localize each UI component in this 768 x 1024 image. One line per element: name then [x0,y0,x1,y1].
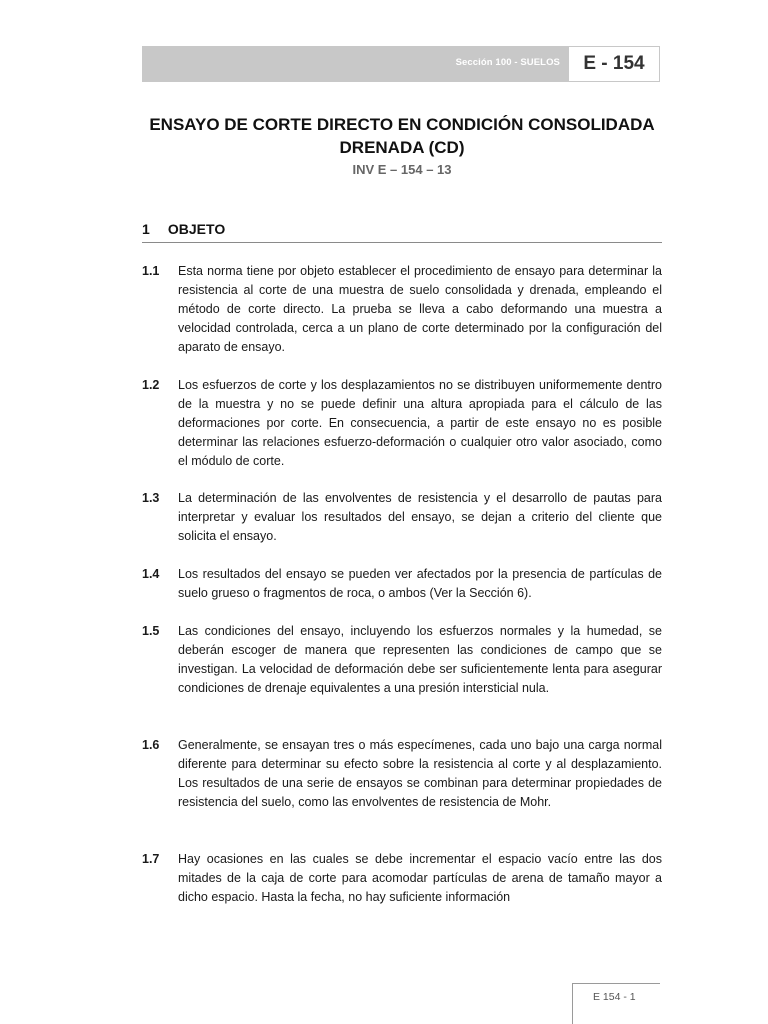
paragraph-number: 1.1 [142,264,160,278]
paragraph [142,850,662,907]
section-title: OBJETO [167,221,226,237]
page-number-box [572,983,660,1024]
paragraph [142,565,662,603]
paragraph [142,736,662,812]
norm-code: E - 154 [583,53,645,74]
document-subtitle: INV E – 154 – 13 [352,162,452,177]
paragraph-text: Hay ocasiones en las cuales se debe incrementar el espacio vacío entre las dos mitades de la caja de corte para acomodar partículas de arena de tamaño mayor a dicho espacio. Hasta la fecha, no hay suficiente información [178,852,662,904]
section-number: 1 [142,221,150,237]
paragraph-text: Las condiciones del ensayo, incluyendo los esfuerzos normales y la humedad, se deberán escoger de manera que representen las condiciones de campo que se investigan. La velocidad de deformación debe ser suficientemente lenta para asegurar condiciones de drenaje equivalentes a una presión intersticial nula. [178,624,662,695]
paragraph-number: 1.6 [142,738,160,752]
paragraph-text: La determinación de las envolventes de resistencia y el desarrollo de pautas para interpretar y evaluar los resultados del ensayo, se dejan a criterio del cliente que solicita el ensayo. [178,491,662,543]
paragraph-number: 1.2 [142,378,160,392]
paragraph-text: Los resultados del ensayo se pueden ver afectados por la presencia de partículas de suelo grueso o fragmentos de roca, o ambos (Ver la Sección 6). [178,567,662,600]
paragraph-text: Esta norma tiene por objeto establecer el procedimiento de ensayo para determinar la resistencia al corte de una muestra de suelo consolidada y drenada, empleando el método de corte directo. La prueba se lleva a cabo deformando una muestra a velocidad controlada, cerca a un plano de corte determinado por la configuración del aparato de ensayo. [178,264,662,354]
header-bar [142,46,568,82]
paragraph [142,489,662,546]
section-heading [142,221,662,243]
norm-code-box [568,46,660,82]
page-number: E 154 - 1 [593,991,636,1003]
paragraph-text: Los esfuerzos de corte y los desplazamientos no se distribuyen uniformemente dentro de la muestra y no se puede definir una altura apropiada para el cálculo de las deformaciones por corte. En consecuencia, a partir de este ensayo no es posible determinar las relaciones esfuerzo-deformación o cualquier otro valor asociado, como el módulo de corte. [178,378,662,468]
document-title: ENSAYO DE CORTE DIRECTO EN CONDICIÓN CONSOLIDADA DRENADA (CD) [149,115,655,157]
paragraph [142,262,662,357]
paragraph [142,376,662,471]
paragraph [142,622,662,698]
paragraph-number: 1.3 [142,491,160,505]
paragraph-number: 1.4 [142,567,160,581]
paragraph-text: Generalmente, se ensayan tres o más especímenes, cada uno bajo una carga normal diferente para determinar su efecto sobre la resistencia al corte y al desplazamiento. Los resultados de una serie de ensayos se combinan para determinar propiedades de resistencia del suelo, como las envolventes de resistencia de Mohr. [178,738,662,809]
section-label: Sección 100 - SUELOS [455,57,560,68]
paragraph-number: 1.7 [142,852,160,866]
paragraph-number: 1.5 [142,624,160,638]
